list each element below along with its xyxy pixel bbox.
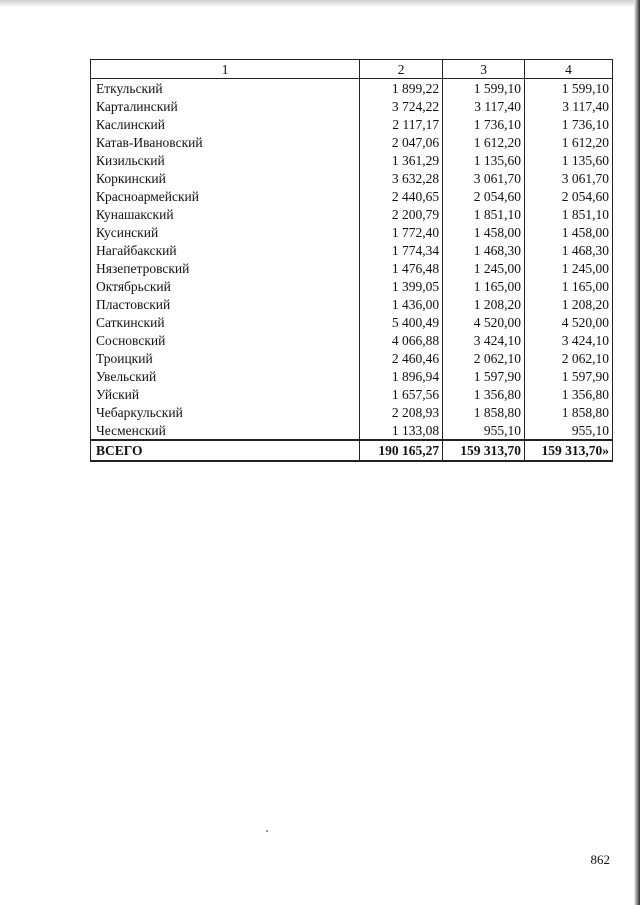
table-row xyxy=(91,133,613,151)
column-header-4: 4 xyxy=(525,60,613,79)
value-col-4: 1 356,80 xyxy=(525,385,613,403)
table-row xyxy=(91,367,613,385)
value-col-2: 1 774,34 xyxy=(360,241,443,259)
total-col-4: 159 313,70» xyxy=(525,440,613,461)
value-col-3: 1 165,00 xyxy=(443,277,525,295)
value-col-2: 2 117,17 xyxy=(360,115,443,133)
value-col-2: 3 632,28 xyxy=(360,169,443,187)
value-col-4: 2 062,10 xyxy=(525,349,613,367)
value-col-3: 2 054,60 xyxy=(443,187,525,205)
table-row xyxy=(91,79,613,98)
value-col-2: 2 208,93 xyxy=(360,403,443,421)
value-col-4: 1 468,30 xyxy=(525,241,613,259)
district-name: Кизильский xyxy=(91,151,360,169)
total-label: ВСЕГО xyxy=(91,440,360,461)
value-col-4: 1 599,10 xyxy=(525,79,613,98)
table-body xyxy=(91,79,613,441)
value-col-3: 2 062,10 xyxy=(443,349,525,367)
value-col-3: 3 424,10 xyxy=(443,331,525,349)
value-col-2: 5 400,49 xyxy=(360,313,443,331)
table-row xyxy=(91,295,613,313)
value-col-4: 1 858,80 xyxy=(525,403,613,421)
scan-speck xyxy=(266,830,268,832)
column-header-1: 1 xyxy=(91,60,360,79)
value-col-4: 1 208,20 xyxy=(525,295,613,313)
district-name: Нязепетровский xyxy=(91,259,360,277)
value-col-3: 1 858,80 xyxy=(443,403,525,421)
value-col-2: 1 772,40 xyxy=(360,223,443,241)
table-row xyxy=(91,115,613,133)
value-col-3: 1 245,00 xyxy=(443,259,525,277)
district-name: Нагайбакский xyxy=(91,241,360,259)
value-col-2: 1 361,29 xyxy=(360,151,443,169)
column-header-2: 2 xyxy=(360,60,443,79)
value-col-4: 3 117,40 xyxy=(525,97,613,115)
total-col-3: 159 313,70 xyxy=(443,440,525,461)
district-name: Катав-Ивановский xyxy=(91,133,360,151)
district-name: Коркинский xyxy=(91,169,360,187)
district-name: Каслинский xyxy=(91,115,360,133)
district-name: Красноармейский xyxy=(91,187,360,205)
table-row xyxy=(91,205,613,223)
table-row xyxy=(91,151,613,169)
district-name: Сосновский xyxy=(91,331,360,349)
table-row xyxy=(91,97,613,115)
value-col-3: 1 597,90 xyxy=(443,367,525,385)
value-col-2: 4 066,88 xyxy=(360,331,443,349)
district-name: Кусинский xyxy=(91,223,360,241)
value-col-4: 1 612,20 xyxy=(525,133,613,151)
value-col-3: 1 468,30 xyxy=(443,241,525,259)
table-row xyxy=(91,421,613,440)
value-col-3: 4 520,00 xyxy=(443,313,525,331)
table-row xyxy=(91,241,613,259)
value-col-2: 2 440,65 xyxy=(360,187,443,205)
value-col-4: 1 597,90 xyxy=(525,367,613,385)
value-col-3: 955,10 xyxy=(443,421,525,440)
value-col-4: 1 458,00 xyxy=(525,223,613,241)
header-row xyxy=(91,60,613,79)
table-row xyxy=(91,403,613,421)
table-row xyxy=(91,223,613,241)
value-col-2: 2 200,79 xyxy=(360,205,443,223)
total-col-2: 190 165,27 xyxy=(360,440,443,461)
table-row xyxy=(91,385,613,403)
value-col-3: 1 736,10 xyxy=(443,115,525,133)
value-col-4: 1 245,00 xyxy=(525,259,613,277)
value-col-2: 1 133,08 xyxy=(360,421,443,440)
district-name: Уйский xyxy=(91,385,360,403)
value-col-4: 1 165,00 xyxy=(525,277,613,295)
value-col-2: 1 436,00 xyxy=(360,295,443,313)
district-name: Саткинский xyxy=(91,313,360,331)
scan-edge-top xyxy=(0,0,640,6)
table-row xyxy=(91,277,613,295)
total-row xyxy=(91,440,613,461)
district-name: Чесменский xyxy=(91,421,360,440)
value-col-3: 1 135,60 xyxy=(443,151,525,169)
value-col-4: 1 851,10 xyxy=(525,205,613,223)
value-col-2: 1 896,94 xyxy=(360,367,443,385)
value-col-3: 3 117,40 xyxy=(443,97,525,115)
value-col-3: 3 061,70 xyxy=(443,169,525,187)
district-name: Кунашакский xyxy=(91,205,360,223)
value-col-4: 4 520,00 xyxy=(525,313,613,331)
table-row xyxy=(91,259,613,277)
value-col-2: 1 657,56 xyxy=(360,385,443,403)
district-name: Троицкий xyxy=(91,349,360,367)
table-row xyxy=(91,169,613,187)
value-col-2: 1 899,22 xyxy=(360,79,443,98)
value-col-3: 1 458,00 xyxy=(443,223,525,241)
district-name: Чебаркульский xyxy=(91,403,360,421)
column-header-3: 3 xyxy=(443,60,525,79)
district-name: Увельский xyxy=(91,367,360,385)
table-footer xyxy=(91,440,613,461)
value-col-3: 1 599,10 xyxy=(443,79,525,98)
district-name: Карталинский xyxy=(91,97,360,115)
value-col-4: 1 736,10 xyxy=(525,115,613,133)
value-col-4: 3 424,10 xyxy=(525,331,613,349)
value-col-2: 1 476,48 xyxy=(360,259,443,277)
table-header xyxy=(91,60,613,79)
value-col-3: 1 851,10 xyxy=(443,205,525,223)
table-row xyxy=(91,349,613,367)
district-name: Октябрьский xyxy=(91,277,360,295)
scan-edge-right xyxy=(634,0,640,905)
value-col-3: 1 356,80 xyxy=(443,385,525,403)
value-col-2: 2 047,06 xyxy=(360,133,443,151)
value-col-2: 1 399,05 xyxy=(360,277,443,295)
district-name: Еткульский xyxy=(91,79,360,98)
budget-table xyxy=(90,59,613,462)
value-col-3: 1 208,20 xyxy=(443,295,525,313)
table-row xyxy=(91,331,613,349)
value-col-3: 1 612,20 xyxy=(443,133,525,151)
value-col-2: 3 724,22 xyxy=(360,97,443,115)
value-col-4: 3 061,70 xyxy=(525,169,613,187)
table-row xyxy=(91,187,613,205)
value-col-2: 2 460,46 xyxy=(360,349,443,367)
value-col-4: 955,10 xyxy=(525,421,613,440)
value-col-4: 2 054,60 xyxy=(525,187,613,205)
page-number: 862 xyxy=(590,852,610,867)
table-row xyxy=(91,313,613,331)
district-name: Пластовский xyxy=(91,295,360,313)
value-col-4: 1 135,60 xyxy=(525,151,613,169)
